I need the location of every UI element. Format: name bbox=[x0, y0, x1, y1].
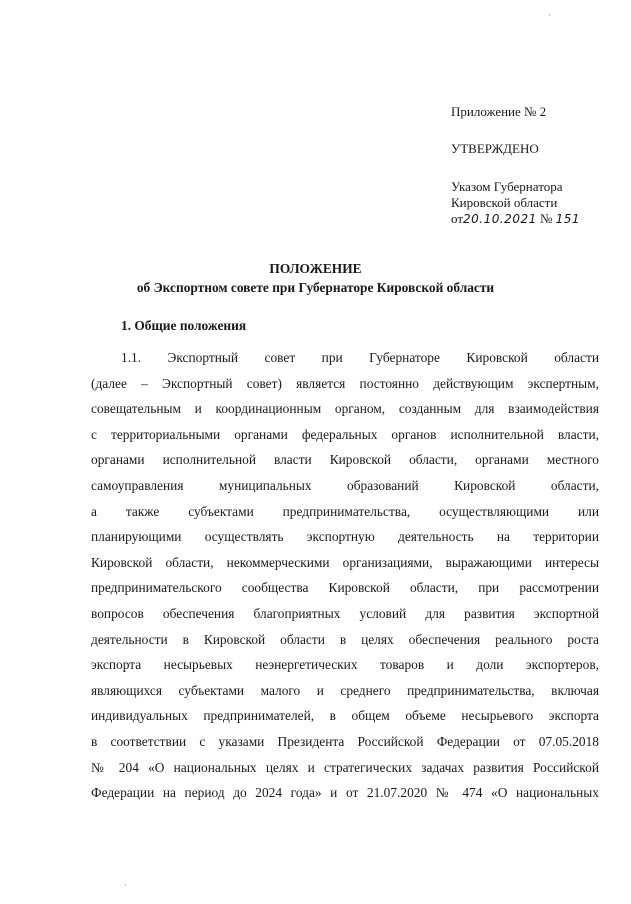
body-line: с территориальными органами федеральных органов исполнительной власти, bbox=[91, 426, 599, 442]
body-line: самоуправления муниципальных образований Кировской области, bbox=[91, 477, 599, 493]
decree-line-2: Кировской области bbox=[451, 195, 558, 210]
approval-block bbox=[451, 104, 621, 227]
attachment-label: Приложение № 2 bbox=[451, 104, 547, 119]
body-line: планирующими осуществлять экспортную деятельность на территории bbox=[91, 529, 599, 545]
body-line: органами исполнительной власти Кировской области, органами местного bbox=[91, 452, 599, 468]
body-line: (далее – Экспортный совет) является постоянно действующим экспертным, bbox=[91, 375, 599, 391]
number-prefix: № bbox=[539, 211, 553, 226]
section-heading: 1. Общие положения bbox=[121, 318, 247, 333]
document-subtitle: об Экспортном совете при Губернаторе Кировской области bbox=[136, 280, 495, 295]
body-paragraph bbox=[91, 345, 599, 806]
body-line: Кировской области, некоммерческими организациями, выражающими интересы bbox=[91, 554, 599, 570]
body-line: экспорта несырьевых неэнергетических товаров и доли экспортеров, bbox=[91, 657, 599, 673]
number-value: 151 bbox=[555, 212, 581, 226]
body-line: совещательным и координационным органом, созданным для взаимодействия bbox=[91, 401, 599, 417]
date-value: 20.10.2021 bbox=[463, 212, 537, 226]
decree-line-1: Указом Губернатора bbox=[451, 179, 563, 194]
body-line: индивидуальных предпринимателей, в общем объеме несырьевого экспорта bbox=[91, 708, 599, 724]
scan-speck: · bbox=[124, 880, 127, 890]
approved-label: УТВЕРЖДЕНО bbox=[451, 141, 539, 156]
body-line: № 204 «О национальных целях и стратегических задачах развития Российской bbox=[91, 759, 599, 775]
body-line: вопросов обеспечения благоприятных условий для развития экспортной bbox=[91, 605, 599, 621]
decree-date-line bbox=[451, 211, 621, 227]
body-line: являющихся субъектами малого и среднего предпринимательства, включая bbox=[91, 682, 599, 698]
body-line: 1.1. Экспортный совет при Губернаторе Кировской области bbox=[121, 350, 599, 365]
body-line: а также субъектами предпринимательства, осуществляющими или bbox=[91, 503, 599, 519]
document-title: ПОЛОЖЕНИЕ bbox=[269, 261, 362, 276]
body-line: деятельности в Кировской области в целях обеспечения реального роста bbox=[91, 631, 599, 647]
body-line: в соответствии с указами Президента Российской Федерации от 07.05.2018 bbox=[91, 733, 599, 749]
scan-speck: · bbox=[548, 10, 551, 20]
body-line: предпринимательского сообщества Кировской области, при рассмотрении bbox=[91, 580, 599, 596]
body-line: Федерации на период до 2024 года» и от 21.07.2020 № 474 «О национальных bbox=[91, 785, 599, 801]
date-prefix: от bbox=[451, 211, 464, 226]
